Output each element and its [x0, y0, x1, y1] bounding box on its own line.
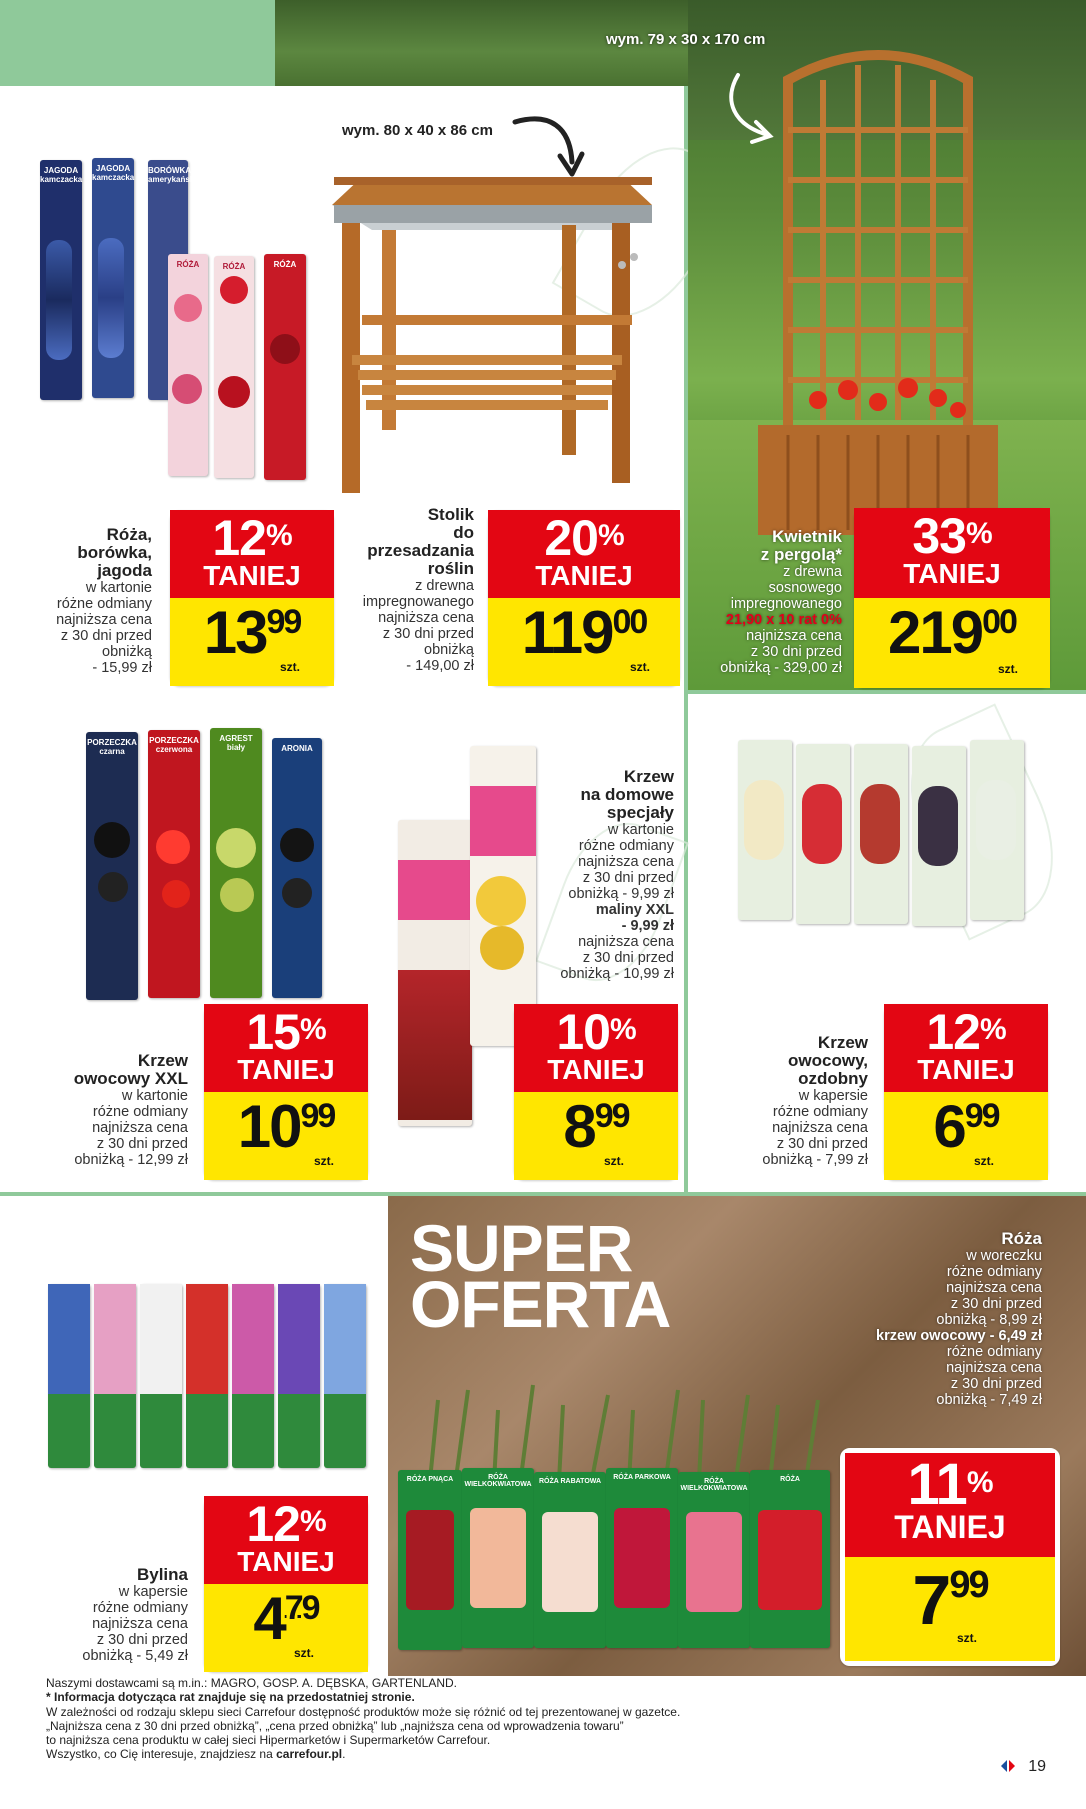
- website-link[interactable]: carrefour.pl: [276, 1747, 343, 1762]
- pack-borowka: BORÓWKA amerykańska: [148, 160, 188, 400]
- price-tag: 12% TANIEJ 479 szt.: [204, 1496, 368, 1672]
- planter-dimensions: wym. 79 x 30 x 170 cm: [606, 31, 766, 48]
- pack-cranberry: [398, 820, 472, 1126]
- pack-agrest: AGREST biały: [210, 728, 262, 998]
- discount-label: TANIEJ: [203, 560, 301, 591]
- product-title: Róża,: [106, 525, 152, 544]
- price: 1399: [203, 599, 301, 666]
- horizontal-divider: [688, 690, 1086, 694]
- pack-aronia: ARONIA: [272, 738, 322, 998]
- rose-bags-image: RÓŻA PNĄCA RÓŻA WIELKOKWIATOWA RÓŻA RABATOWA RÓŻA PARKOWA RÓŻA WIELKOKWIATOWA RÓŻA: [398, 1380, 838, 1670]
- price-tag: 11% TANIEJ 799 szt.: [840, 1448, 1060, 1666]
- footer-notes: Naszymi dostawcami są m.in.: MAGRO, GOSP. A. DĘBSKA, GARTENLAND. * Informacja dotycząca rat znajduje się na przedostatniej stronie. W zależności od rodzaju sklepu sieci Carrefour dostępność produktów może się różnić od tej prezentowanej w gazetce. „Najniższa cena z 30 dni przed obniżką”, „cena przed obniżką” lub „najniższa cena od wprowadzenia towaru” to najniższa cena produktu w całej sieci Hipermarketów i Supermarketów Carrefour. Wszystko, co Cię interesuje, znajdziesz na carrefour.pl.: [46, 1676, 681, 1762]
- page-number: 19: [1028, 1758, 1046, 1775]
- pack-porzeczka-czarna: PORZECZKA czarna: [86, 732, 138, 1000]
- product-description: Stolik do przesadzania roślin z drewna impregnowanego najniższa cena z 30 dni przed obniżką - 149,00 zł: [362, 505, 474, 674]
- curved-arrow-icon: [718, 70, 778, 150]
- product-description: Róża, borówka, jagoda w kartonie różne odmiany najniższa cena z 30 dni przed obniżką - 15,99 zł: [2, 526, 152, 676]
- unit-label: szt.: [280, 660, 301, 674]
- pack-porzeczka-czerwona: PORZECZKA czerwona: [148, 730, 200, 998]
- price: 899: [563, 1093, 629, 1160]
- price-tag: 12% TANIEJ 699 szt.: [884, 1004, 1048, 1180]
- price-tag: 20% TANIEJ 11900 szt.: [488, 510, 680, 686]
- price: 699: [933, 1093, 999, 1160]
- potting-table-image: [322, 165, 672, 505]
- product-description: Kwietnik z pergolą* z drewna sosnowego impregnowanego 21,90 x 10 rat 0% najniższa cena z 30 dni przed obniżką - 329,00 zł: [682, 528, 842, 676]
- pack-roza-pink: RÓŻA: [168, 254, 208, 476]
- product-title: jagoda: [97, 561, 152, 580]
- perennial-pots-image: [48, 1284, 368, 1470]
- price: 1099: [237, 1093, 335, 1160]
- discount-percent: 12%: [212, 510, 292, 566]
- product-description: Krzew na domowe specjały w kartonie różne odmiany najniższa cena z 30 dni przed obniżką - 9,99 zł maliny XXL - 9,99 zł najniższa cena z 30 dni przed obniżką - 10,99 zł: [560, 767, 674, 982]
- carrefour-logo-icon: [1000, 1759, 1016, 1773]
- product-title: borówka,: [77, 543, 152, 562]
- product-description: Krzew owocowy, ozdobny w kapersie różne odmiany najniższa cena z 30 dni przed obniżką - 7,99 zł: [762, 1033, 868, 1168]
- top-green-strip: [0, 0, 275, 86]
- price-tag: 15% TANIEJ 1099 szt.: [204, 1004, 368, 1180]
- pack-roza-red: RÓŻA: [214, 256, 254, 478]
- pack-jagoda-1: JAGODA kamczacka: [40, 160, 82, 400]
- fruit-pots-image: [738, 740, 1028, 924]
- pack-jagoda-2: JAGODA kamczacka: [92, 158, 134, 398]
- pergola-planter-image: [748, 40, 1008, 540]
- price-tag: [170, 510, 334, 686]
- installments-info: 21,90 x 10 rat 0%: [725, 612, 842, 628]
- product-description: Róża w woreczku różne odmiany najniższa cena z 30 dni przed obniżką - 8,99 zł krzew owocowy - 6,49 zł różne odmiany najniższa cena z 30 dni przed obniżką - 7,49 zł: [876, 1229, 1042, 1408]
- super-offer-heading: SUPER OFERTA: [410, 1211, 671, 1341]
- left-frame-line: [0, 86, 1, 1676]
- pack-roza-dark: RÓŻA: [264, 254, 306, 480]
- price-tag: 10% TANIEJ 899 szt.: [514, 1004, 678, 1180]
- product-description: Krzew owocowy XXL w kartonie różne odmiany najniższa cena z 30 dni przed obniżką - 12,99 zł: [73, 1051, 188, 1168]
- table-dimensions: wym. 80 x 40 x 86 cm: [342, 122, 493, 139]
- price: 799: [912, 1561, 988, 1639]
- price: 479: [253, 1585, 319, 1652]
- product-description: Bylina w kapersie różne odmiany najniższa cena z 30 dni przed obniżką - 5,49 zł: [82, 1565, 188, 1664]
- price: 21900: [888, 599, 1016, 666]
- price: 11900: [521, 599, 647, 666]
- price-tag: 33% TANIEJ 21900 szt.: [854, 508, 1050, 688]
